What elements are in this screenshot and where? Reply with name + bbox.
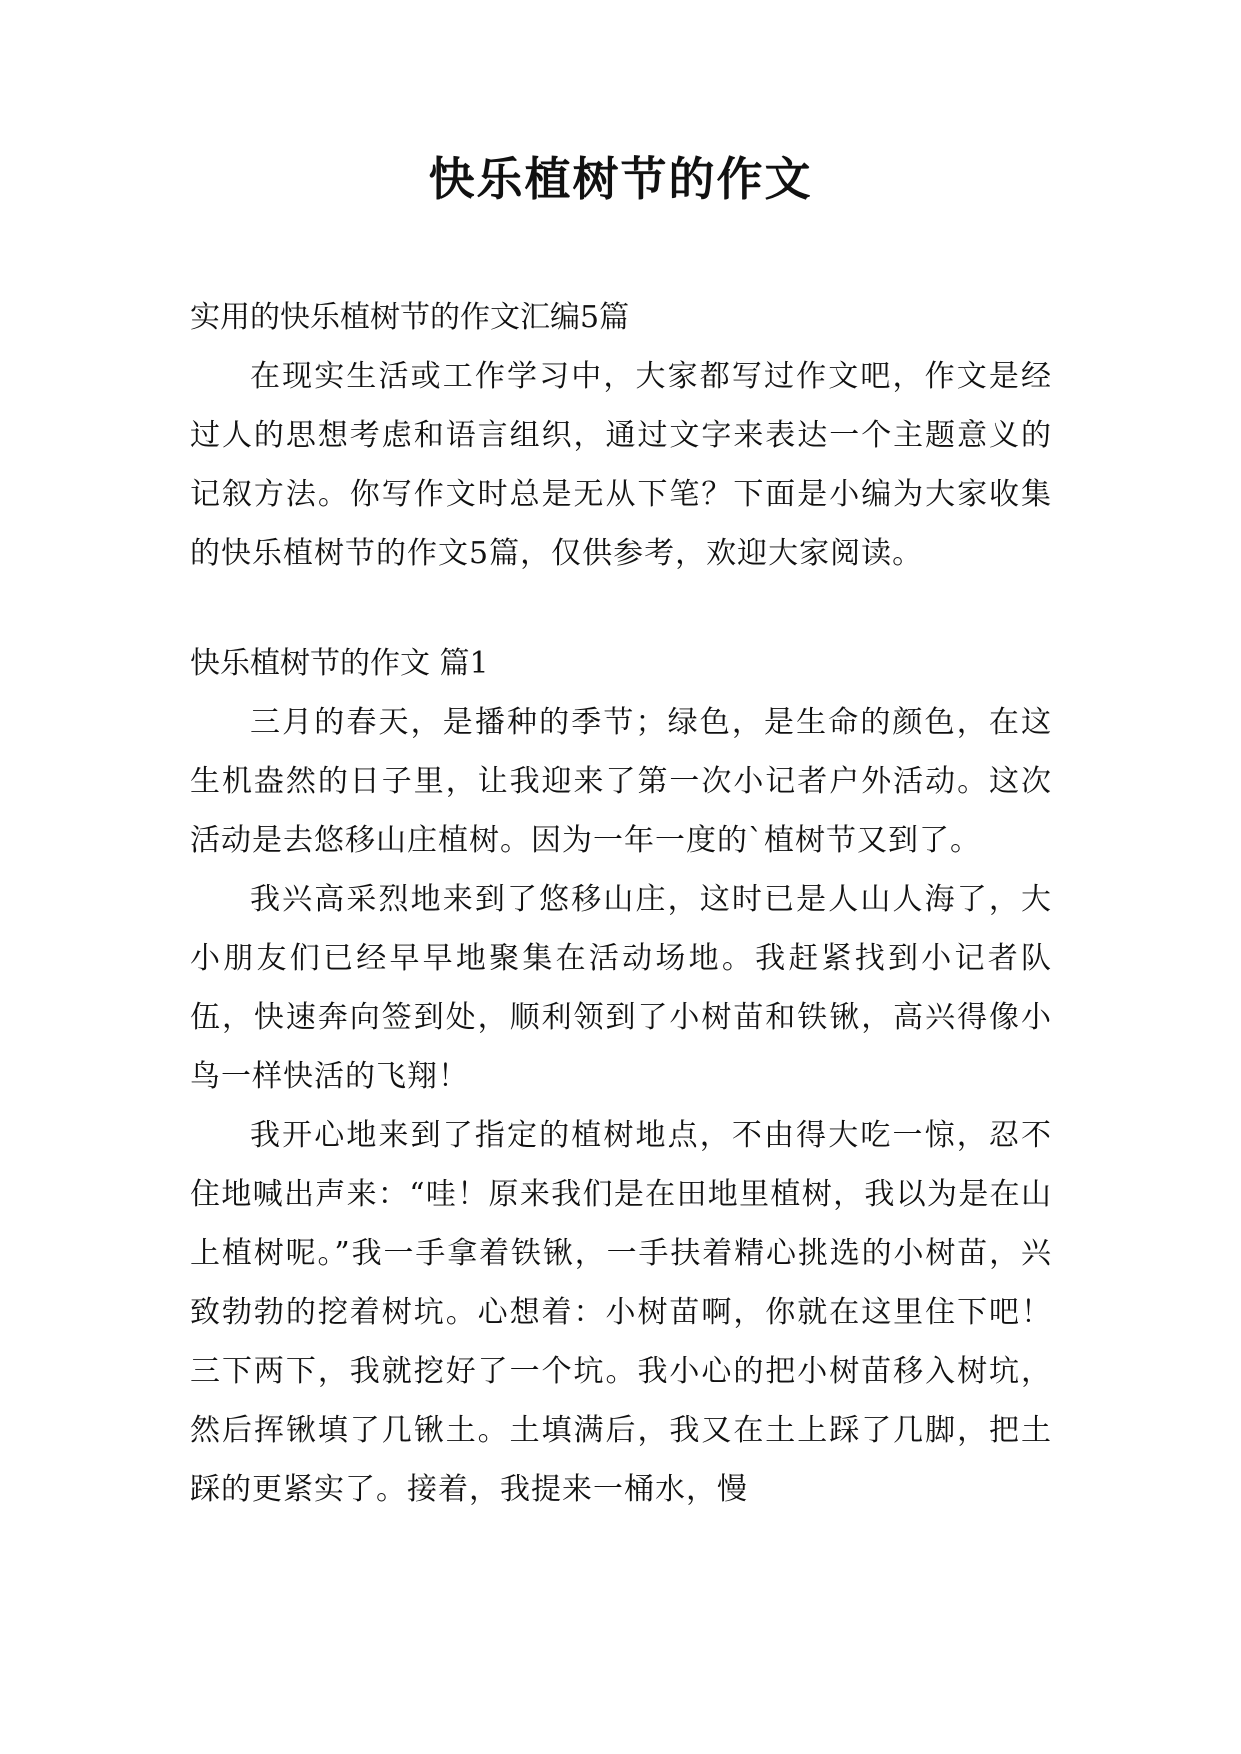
- section-heading: 快乐植树节的作文 篇1: [190, 646, 489, 681]
- body-paragraph: 三月的春天，是播种的季节；绿色，是生命的颜色，在这生机盎然的日子里，让我迎来了第一次小记者户外活动。这次活动是去悠移山庄植树。因为一年一度的`植树节又到了。: [190, 705, 1052, 858]
- body-paragraph: 我开心地来到了指定的植树地点，不由得大吃一惊，忍不住地喊出声来：“哇！原来我们是在田地里植树，我以为是在山上植树呢。”我一手拿着铁锹，一手扶着精心挑选的小树苗，兴致勃勃的挖着树坑。心想着：小树苗啊，你就在这里住下吧！三下两下，我就挖好了一个坑。我小心的把小树苗移入树坑，然后挥锹填了几锹土。土填满后，我又在土上踩了几脚，把土踩的更紧实了。接着，我提来一桶水，慢: [190, 1118, 1052, 1507]
- body-paragraph: 我兴高采烈地来到了悠移山庄，这时已是人山人海了，大小朋友们已经早早地聚集在活动场地。我赶紧找到小记者队伍，快速奔向签到处，顺利领到了小树苗和铁锹，高兴得像小鸟一样快活的飞翔！: [190, 882, 1052, 1094]
- document-subtitle: 实用的快乐植树节的作文汇编5篇: [190, 300, 630, 335]
- document-body: [190, 288, 1052, 1519]
- intro-paragraph: 在现实生活或工作学习中，大家都写过作文吧，作文是经过人的思想考虑和语言组织，通过文字来表达一个主题意义的记叙方法。你写作文时总是无从下笔？下面是小编为大家收集的快乐植树节的作文5篇，仅供参考，欢迎大家阅读。: [190, 359, 1052, 571]
- document-title: 快乐植树节的作文: [428, 152, 813, 206]
